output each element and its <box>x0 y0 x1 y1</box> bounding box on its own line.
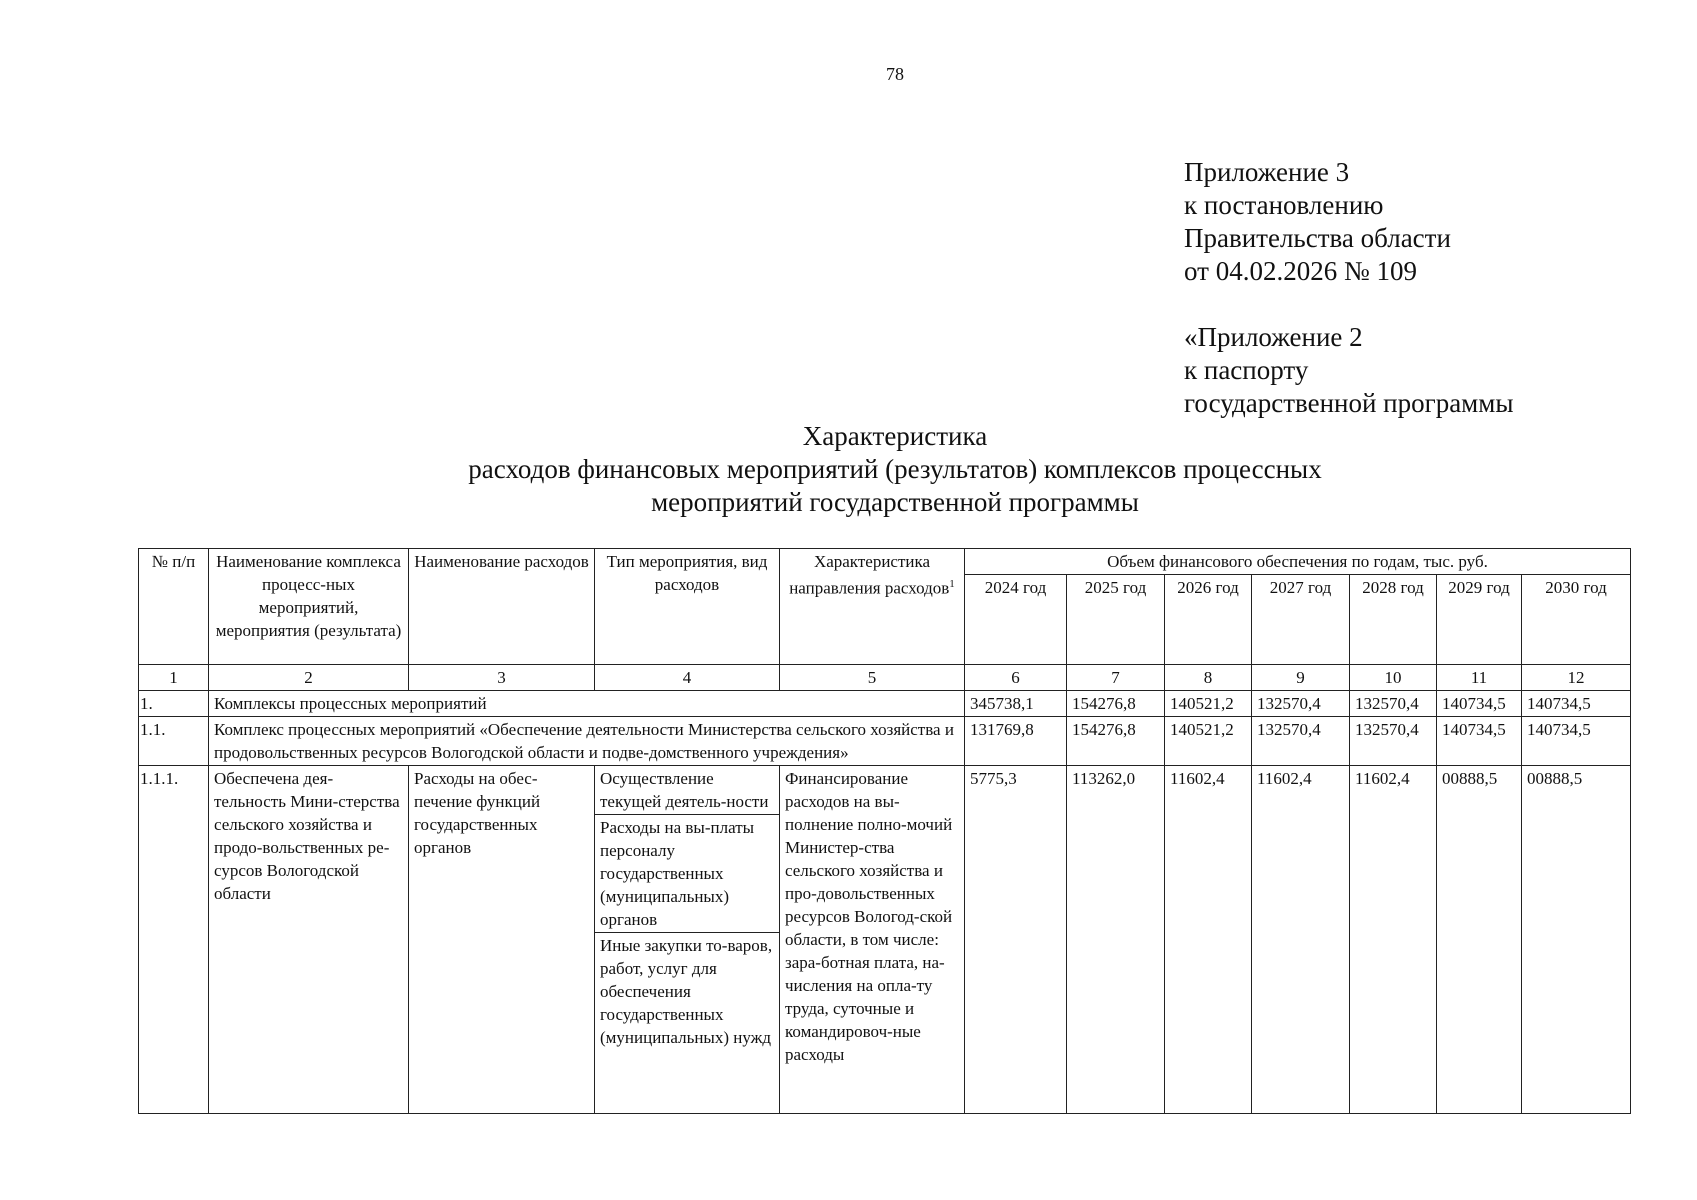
appendix-2-line: государственной программы <box>1184 388 1514 418</box>
column-number: 5 <box>780 665 965 691</box>
column-number: 9 <box>1252 665 1350 691</box>
row-value: 345738,1 <box>965 691 1067 717</box>
types-list <box>595 766 779 1050</box>
column-number: 8 <box>1165 665 1252 691</box>
header-year: 2026 год <box>1165 575 1252 665</box>
row-value: 140734,5 <box>1522 717 1631 766</box>
row-value: 154276,8 <box>1067 691 1165 717</box>
header-type: Тип мероприятия, вид расходов <box>595 549 780 665</box>
row-value: 11602,4 <box>1165 766 1252 1114</box>
appendix-block <box>1184 156 1624 288</box>
header-year: 2024 год <box>965 575 1067 665</box>
table-row <box>139 766 1631 1114</box>
header-year: 2025 год <box>1067 575 1165 665</box>
row-value: 11602,4 <box>1252 766 1350 1114</box>
footnote-mark: 1 <box>949 578 955 590</box>
column-number: 3 <box>409 665 595 691</box>
column-number: 12 <box>1522 665 1631 691</box>
table-row <box>139 717 1631 766</box>
appendix-line: Приложение 3 <box>1184 157 1350 187</box>
header-num: № п/п <box>139 549 209 665</box>
page-number: 78 <box>886 64 904 84</box>
row-direction: Финансирование расходов на вы-полнение полно-мочий Министер-ства сельского хозяйства и про-довольственных ресурсов Вологод-ской области, в том числе: зара-ботная плата, на-числения на опла-ту труда, суточные и командировоч-ные расходы <box>780 766 965 1114</box>
row-name: Обеспечена дея-тельность Мини-стерства сельского хозяйства и продо-вольственных ре-сурсов Вологодской области <box>209 766 409 1114</box>
appendix-line: к постановлению <box>1184 190 1384 220</box>
row-value: 131769,8 <box>965 717 1067 766</box>
row-types <box>595 766 780 1114</box>
column-number: 1 <box>139 665 209 691</box>
row-num: 1. <box>139 691 209 717</box>
column-number: 7 <box>1067 665 1165 691</box>
header-year: 2028 год <box>1350 575 1437 665</box>
appendix-2-line: к паспорту <box>1184 355 1309 385</box>
header-direction-text: Характеристика направления расходов <box>789 552 950 598</box>
type-item: Иные закупки то-варов, работ, услуг для обеспечения государственных (муниципальных) нужд <box>595 933 779 1051</box>
header-volume: Объем финансового обеспечения по годам, тыс. руб. <box>965 549 1631 575</box>
column-number: 10 <box>1350 665 1437 691</box>
row-value: 140734,5 <box>1437 717 1522 766</box>
row-num: 1.1.1. <box>139 766 209 1114</box>
row-name: Комплекс процессных мероприятий «Обеспечение деятельности Министерства сельского хозяйства и продовольственных ресурсов Вологодской области и подве-домственного учреждения» <box>209 717 965 766</box>
header-direction <box>780 549 965 665</box>
type-item: Расходы на вы-платы персоналу государственных (муниципальных) органов <box>595 815 779 933</box>
title-line: Характеристика <box>802 421 988 451</box>
header-complex-name: Наименование комплекса процесс-ных мероприятий, мероприятия (результата) <box>209 549 409 665</box>
appendix-2-block <box>1184 321 1654 420</box>
financing-table <box>138 548 1631 1114</box>
row-value: 140734,5 <box>1522 691 1631 717</box>
appendix-line: Правительства области <box>1184 223 1451 253</box>
row-value: 132570,4 <box>1252 717 1350 766</box>
row-value: 11602,4 <box>1350 766 1437 1114</box>
row-value: 140521,2 <box>1165 717 1252 766</box>
column-number: 6 <box>965 665 1067 691</box>
type-item: Осуществление текущей деятель-ности <box>600 769 769 811</box>
row-expense: Расходы на обес-печение функций государственных органов <box>409 766 595 1114</box>
title-line: мероприятий государственной программы <box>651 487 1139 517</box>
row-value: 154276,8 <box>1067 717 1165 766</box>
header-expense-name: Наименование расходов <box>409 549 595 665</box>
row-num: 1.1. <box>139 717 209 766</box>
appendix-2-line: «Приложение 2 <box>1184 322 1363 352</box>
row-value: 132570,4 <box>1350 691 1437 717</box>
table-row <box>139 691 1631 717</box>
row-value: 140521,2 <box>1165 691 1252 717</box>
header-year: 2027 год <box>1252 575 1350 665</box>
row-value: 00888,5 <box>1437 766 1522 1114</box>
title-line: расходов финансовых мероприятий (результатов) комплексов процессных <box>468 454 1322 484</box>
row-value: 113262,0 <box>1067 766 1165 1114</box>
row-value: 5775,3 <box>965 766 1067 1114</box>
appendix-line: от 04.02.2026 № 109 <box>1184 256 1417 286</box>
row-name: Комплексы процессных мероприятий <box>209 691 965 717</box>
column-number: 11 <box>1437 665 1522 691</box>
row-value: 132570,4 <box>1350 717 1437 766</box>
header-year: 2030 год <box>1522 575 1631 665</box>
row-value: 132570,4 <box>1252 691 1350 717</box>
column-number: 2 <box>209 665 409 691</box>
column-number: 4 <box>595 665 780 691</box>
document-title <box>300 420 1490 519</box>
row-value: 140734,5 <box>1437 691 1522 717</box>
header-year: 2029 год <box>1437 575 1522 665</box>
row-value: 00888,5 <box>1522 766 1631 1114</box>
